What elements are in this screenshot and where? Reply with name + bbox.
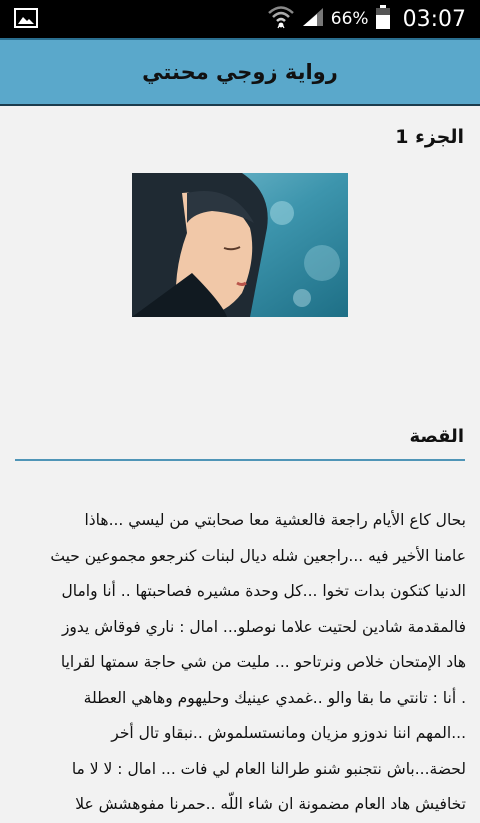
battery-percent: 66% [330, 9, 369, 29]
story-line: عامنا الأخير فيه ...راجعين شله ديال لبنات كنرجعو مجموعين حيث [50, 546, 466, 565]
part-title: الجزء 1 [395, 126, 464, 148]
story-line: لحضة...باش نتجنبو شنو طرالنا العام لي فات ... امال : لا لا ما [71, 759, 466, 778]
section-divider [15, 459, 465, 461]
hero-image [132, 173, 348, 317]
story-line: هاد الإمتحان خلاص ونرتاحو ... مليت من شي حاجة سمتها لقرايا [60, 653, 466, 671]
status-icons [267, 0, 466, 38]
story-text [14, 503, 466, 823]
section-title: القصة [409, 426, 464, 447]
story-line: ...المهم اننا ندوزو مزيان ومانستسلموش ..نبقاو تال أخر [111, 724, 466, 742]
story-line: تخافيش هاد العام مضمونة ان شاء اللّه ..حمرنا مفوهشش علا [75, 795, 466, 813]
story-line: الدنيا كتكون بدات تخوا ...كل وحدة مشيره فصاحبتها .. أنا وامال [61, 582, 466, 600]
story-line: فالمقدمة شادين لحتيت علاما نوصلو... امال : ناري فوقاش يدوز [61, 617, 466, 636]
battery-icon [375, 4, 391, 34]
app-title: رواية زوجي محنتي [142, 60, 338, 84]
signal-icon [301, 6, 325, 32]
app-bar [0, 38, 480, 106]
status-bar [0, 0, 480, 38]
wifi-icon [267, 4, 295, 34]
story-line: . أنا : تانتي ما بقا والو ..غمدي عينيك وحليهوم وهاهي العطلة [83, 688, 466, 707]
image-icon [14, 8, 38, 28]
clock: 03:07 [402, 6, 466, 32]
story-content[interactable] [0, 106, 480, 813]
story-line: بحال كاع الأيام راجعة فالعشية معا صحابتي من ليسي ...هاذا [84, 511, 466, 529]
